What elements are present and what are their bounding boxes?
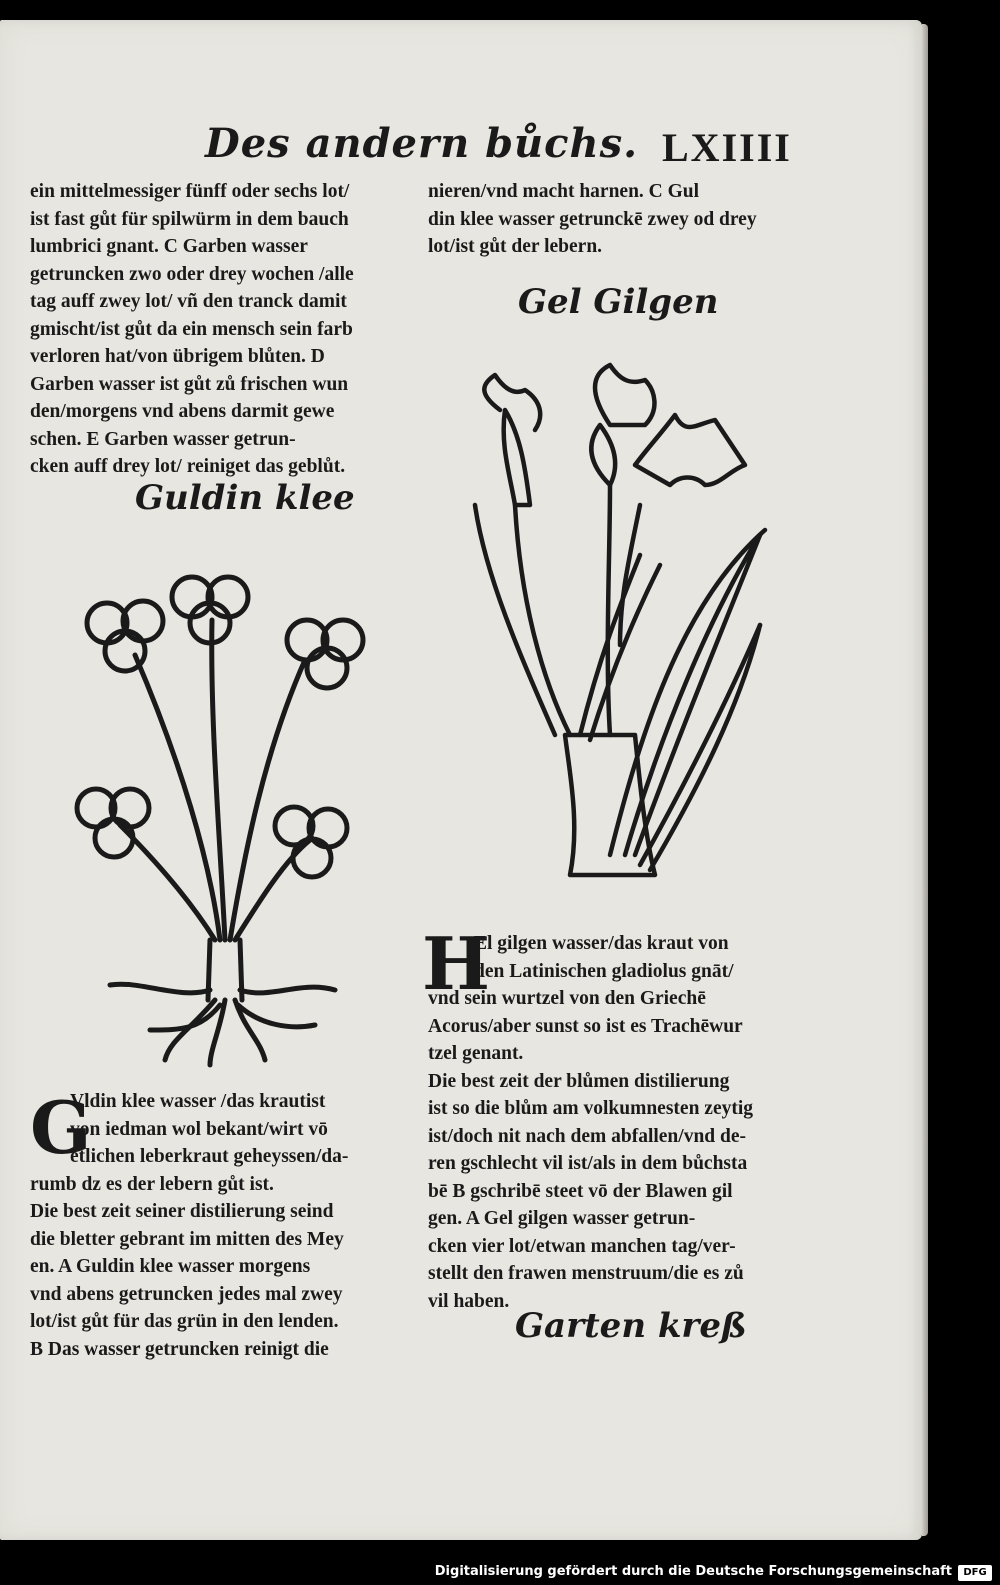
folio-number: LXIIII — [662, 125, 792, 170]
page-edge — [922, 24, 928, 1536]
text-line: ist fast gůt für spilwürm in dem bauch — [30, 208, 349, 230]
text-line: din klee wasser getrunckē zwey od drey — [428, 208, 757, 230]
text-line: tag auff zwey lot/ vñ den tranck damit — [30, 291, 347, 312]
text-line: Die best zeit seiner distilierung seind — [30, 1201, 334, 1222]
text-line: gmischt/ist gůt da ein mensch sein farb — [30, 318, 353, 340]
text-line: ein mittelmessiger fünff oder sechs lot/ — [30, 181, 350, 202]
text-line: B Das wasser getruncken reinigt die — [30, 1338, 329, 1360]
text-line: den/morgens vnd abens darmit gewe — [30, 401, 335, 422]
text-line: lumbrici gnant. C Garben wasser — [30, 236, 308, 257]
text-line: Acorus/aber sunst so ist es Trachēwur — [428, 1015, 743, 1037]
right-column-top-text — [428, 178, 757, 261]
text-line: lot/ist gůt für das grün in den lenden. — [30, 1311, 339, 1332]
clover-woodcut-illustration — [60, 560, 390, 1070]
text-line: lot/ist gůt der lebern. — [428, 236, 603, 257]
left-column-top-text — [30, 178, 354, 481]
decorated-initial-h: H — [422, 921, 491, 1006]
text-line: vil haben. — [428, 1290, 510, 1312]
text-line: Garben wasser ist gůt zů frischen wun — [30, 373, 349, 395]
left-column-bottom-text — [30, 1085, 349, 1363]
text-line: cken vier lot/etwan manchen tag/ver- — [428, 1235, 736, 1257]
text-line: stellt den frawen menstruum/die es zů — [428, 1263, 744, 1284]
text-line: verloren hat/von übrigem blůten. D — [30, 346, 325, 367]
text-line: ist so die blům am volkumnesten zeytig — [428, 1098, 754, 1119]
right-column-bottom-text — [428, 930, 753, 1315]
text-line: bē B gschribē steet vō der Blawen gil — [428, 1180, 733, 1202]
text-line: etlichen leberkraut geheyssen/da- — [70, 1146, 349, 1167]
heading-gel-gilgen: Gel Gilgen — [518, 282, 719, 322]
text-line: vnd sein wurtzel von den Griechē — [428, 988, 706, 1009]
text-line: ist/doch nit nach dem abfallen/vnd de- — [428, 1125, 747, 1147]
heading-garten-kress: Garten kreß — [515, 1306, 747, 1346]
running-header: Des andern bůchs. — [205, 120, 639, 167]
text-line: gen. A Gel gilgen wasser getrun- — [428, 1208, 696, 1229]
digitization-credit: Digitalisierung gefördert durch die Deutsche Forschungsgemeinschaft — [434, 1564, 952, 1579]
text-line: cken auff drey lot/ reiniget das geblůt. — [30, 456, 346, 477]
text-line: schen. E Garben wasser getrun- — [30, 428, 296, 450]
heading-guldin-klee: Guldin klee — [135, 478, 355, 518]
dfg-logo: DFG — [958, 1565, 992, 1581]
iris-woodcut-illustration — [460, 355, 780, 895]
text-line: getruncken zwo oder drey wochen /alle — [30, 263, 354, 285]
text-line: en. A Guldin klee wasser morgens — [30, 1256, 311, 1277]
text-line: nieren/vnd macht harnen. C Gul — [428, 181, 700, 202]
text-line: rumb dz es der lebern gůt ist. — [30, 1173, 274, 1195]
text-line: Die best zeit der blůmen distilierung — [428, 1070, 730, 1092]
text-line: vnd abens getruncken jedes mal zwey — [30, 1283, 343, 1305]
text-line: Vldin klee wasser /das krautist — [70, 1091, 326, 1112]
text-line: tzel genant. — [428, 1043, 524, 1064]
text-line: von iedman wol bekant/wirt vō — [70, 1118, 328, 1140]
text-line: die bletter gebrant im mitten des Mey — [30, 1228, 344, 1250]
text-line: El gilgen wasser/das kraut von — [474, 933, 729, 954]
decorated-initial-g: G — [30, 1085, 92, 1170]
text-line: den Latinischen gladiolus gnāt/ — [474, 960, 734, 982]
text-line: ren gschlecht vil ist/als in dem bůchsta — [428, 1153, 748, 1174]
book-page — [0, 20, 922, 1540]
